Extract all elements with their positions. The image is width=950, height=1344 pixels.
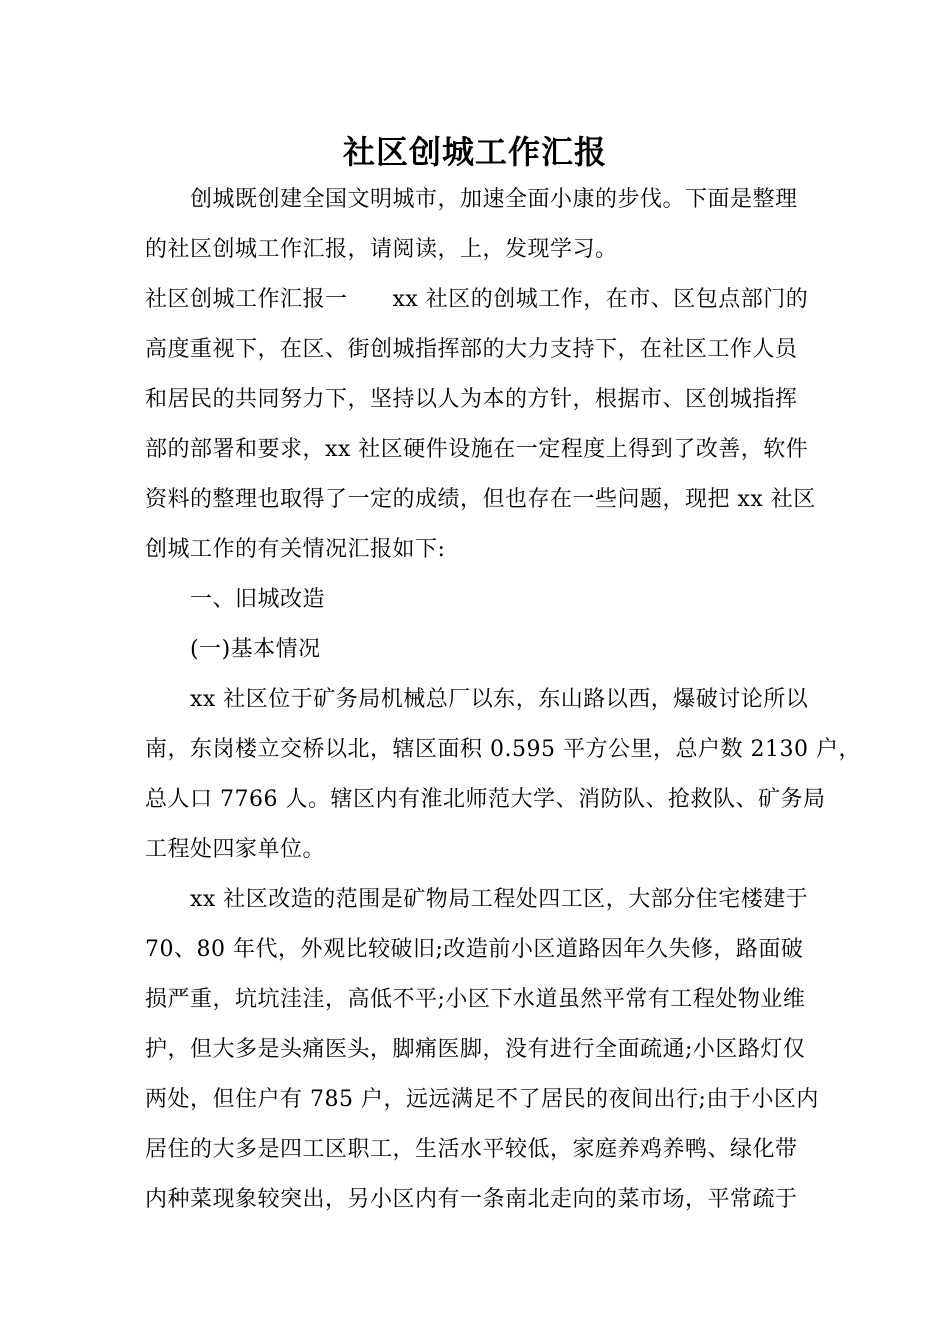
paragraph-line: xx 社区改造的范围是矿物局工程处四工区，大部分住宅楼建于 (190, 887, 809, 912)
paragraph-line: 高度重视下，在区、街创城指挥部的大力支持下，在社区工作人员 (145, 337, 798, 362)
paragraph-line: 创城工作的有关情况汇报如下: (145, 537, 446, 562)
paragraph-line: 创城既创建全国文明城市，加速全面小康的步伐。下面是整理 (190, 187, 798, 212)
subsection-heading: (一)基本情况 (190, 637, 321, 662)
paragraph-line: 社区创城工作汇报一 xx 社区的创城工作，在市、区包点部门的 (145, 287, 809, 312)
paragraph-line: 资料的整理也取得了一定的成绩，但也存在一些问题，现把 xx 社区 (145, 487, 816, 512)
paragraph-line: 总人口 7766 人。辖区内有淮北师范大学、消防队、抢救队、矿务局 (145, 787, 826, 812)
section-heading: 一、旧城改造 (190, 587, 326, 612)
paragraph-line: 工程处四家单位。 (145, 837, 326, 862)
paragraph-line: 护，但大多是头痛医头，脚痛医脚，没有进行全面疏通;小区路灯仅 (145, 1037, 806, 1062)
paragraph-line: 南，东岗楼立交桥以北，辖区面积 0.595 平方公里，总户数 2130 户， (145, 737, 861, 762)
paragraph-line: 和居民的共同努力下，坚持以人为本的方针，根据市、区创城指挥 (145, 387, 798, 412)
document-title: 社区创城工作汇报 (342, 133, 607, 171)
paragraph-line: 部的部署和要求，xx 社区硬件设施在一定程度上得到了改善，软件 (145, 437, 809, 462)
paragraph-line: 的社区创城工作汇报，请阅读，上，发现学习。 (145, 237, 618, 262)
paragraph-line: 损严重，坑坑洼洼，高低不平;小区下水道虽然平常有工程处物业维 (145, 987, 806, 1012)
paragraph-line: xx 社区位于矿务局机械总厂以东，东山路以西，爆破讨论所以 (190, 687, 809, 712)
paragraph-line: 居住的大多是四工区职工，生活水平较低，家庭养鸡养鸭、绿化带 (145, 1137, 798, 1162)
paragraph-line: 两处，但住户有 785 户，远远满足不了居民的夜间出行;由于小区内 (145, 1087, 819, 1112)
paragraph-line: 内种菜现象较突出，另小区内有一条南北走向的菜市场，平常疏于 (145, 1187, 798, 1212)
paragraph-line: 70、80 年代，外观比较破旧;改造前小区道路因年久失修，路面破 (145, 937, 804, 962)
